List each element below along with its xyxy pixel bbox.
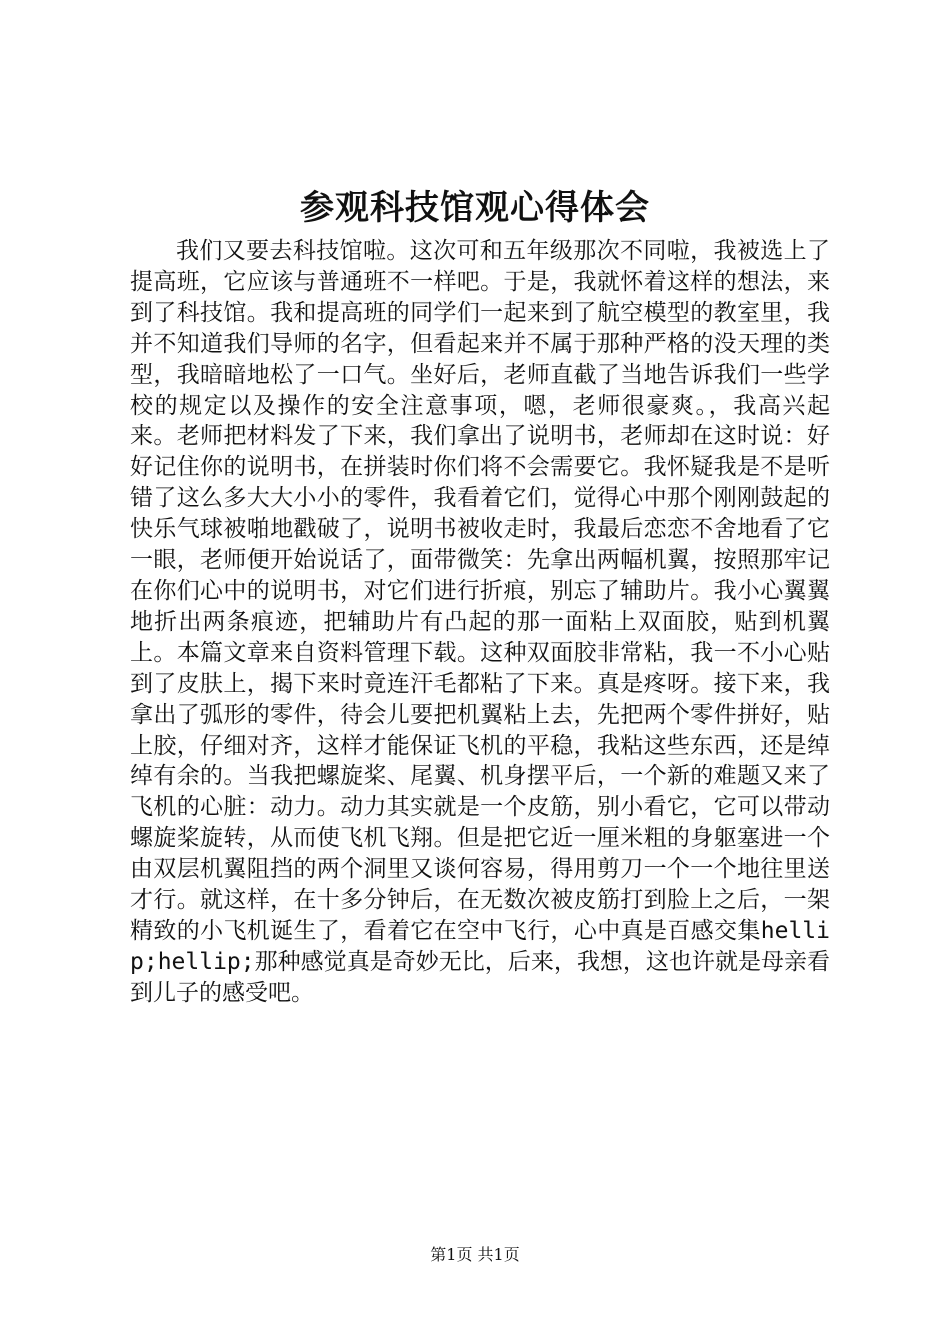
document-title: 参观科技馆观心得体会 xyxy=(300,188,650,228)
page-number-footer: 第1页 共1页 xyxy=(430,1245,520,1264)
document-body-paragraph: 我们又要去科技馆啦。这次可和五年级那次不同啦，我被选上了提高班，它应该与普通班不一样吧。于是，我就怀着这样的想法，来到了科技馆。我和提高班的同学们一起来到了航空模型的教室里，我并不知道我们导师的名字，但看起来并不属于那种严格的没天理的类型，我暗暗地松了一口气。坐好后，老师直截了当地告诉我们一些学校的规定以及操作的安全注意事项，嗯，老师很豪爽。，我高兴起来。老师把材料发了下来，我们拿出了说明书，老师却在这时说：好好记住你的说明书，在拼装时你们将不会需要它。我怀疑我是不是听错了这么多大大小小的零件，我看着它们，觉得心中那个刚刚鼓起的快乐气球被啪地戳破了，说明书被收走时，我最后恋恋不舍地看了它一眼，老师便开始说话了，面带微笑：先拿出两幅机翼，按照那牢记在你们心中的说明书，对它们进行折痕，别忘了辅助片。我小心翼翼地折出两条痕迹，把辅助片有凸起的那一面粘上双面胶，贴到机翼上。本篇文章来自资料管理下载。这种双面胶非常粘，我一不小心贴到了皮肤上，揭下来时竟连汗毛都粘了下来。真是疼呀。接下来，我拿出了弧形的零件，待会儿要把机翼粘上去，先把两个零件拼好，贴上胶，仔细对齐，这样才能保证飞机的平稳，我粘这些东西，还是绰绰有余的。当我把螺旋桨、尾翼、机身摆平后，一个新的难题又来了飞机的心脏：动力。动力其实就是一个皮筋，别小看它，它可以带动螺旋桨旋转，从而使飞机飞翔。但是把它近一厘米粗的身躯塞进一个由双层机翼阻挡的两个洞里又谈何容易，得用剪刀一个一个地往里送才行。就这样，在十多分钟后，在无数次被皮筋打到脸上之后，一架精致的小飞机诞生了，看着它在空中飞行，心中真是百感交集hellip;hellip;那种感觉真是奇妙无比，后来，我想，这也许就是母亲看到儿子的感受吧。 xyxy=(130,238,830,1006)
